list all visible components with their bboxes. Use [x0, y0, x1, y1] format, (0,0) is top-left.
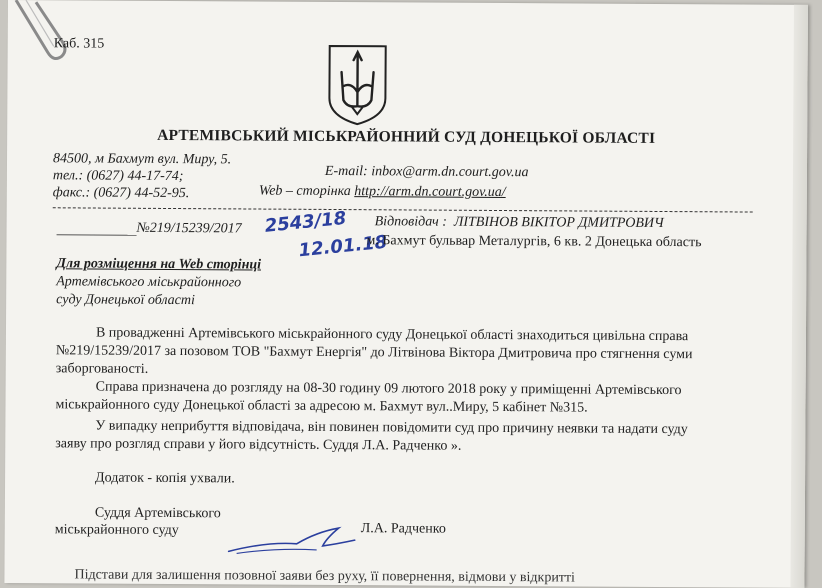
body-p2-line2: міськрайонного суду Донецької області за адресою м. Бахмут вул..Миру, 5 кабінет №315. — [55, 397, 588, 416]
header-divider — [53, 207, 753, 212]
email-address[interactable]: inbox@arm.dn.court.gov.ua — [371, 164, 529, 181]
body-p1-line3: заборгованості. — [55, 361, 149, 377]
signatory-title-line2: міськрайонного суду — [54, 522, 179, 539]
email-label: E-mail: — [324, 163, 372, 180]
recipient-line — [375, 214, 664, 232]
placement-line-2: суду Донецької області — [56, 292, 195, 309]
body-p1-line2: №219/15239/2017 за позовом ТОВ "Бахмут Енергія" до Літвінова Віктора Дмитровича про стягнення суми — [55, 343, 693, 363]
office-number: Каб. 315 — [53, 36, 105, 52]
body-p3-line1: У випадку неприбуття відповідача, він повинен повідомити суд про причину неявки та надати суду — [95, 418, 688, 438]
court-phone: тел.: (0627) 44-17-74; — [52, 168, 184, 185]
placement-heading: Для розміщення на Web сторінці — [56, 256, 262, 273]
paper-clip-icon — [8, 0, 88, 70]
signatory-title-line1: Суддя Артемівського — [94, 505, 221, 522]
recipient-address: м. Бахмут бульвар Металургів, 6 кв. 2 Донецька область — [366, 233, 702, 251]
web-label: Web – сторінка — [258, 183, 355, 200]
body-p1-line1: В провадженні Артемівського міськрайонного суду Донецької області знаходиться цивільна справа — [95, 325, 689, 345]
coat-of-arms-icon — [325, 42, 390, 126]
date-underline — [57, 234, 137, 235]
handwritten-date: 12.01.18 — [297, 231, 389, 262]
web-link[interactable]: http://arm.dn.court.gov.ua/ — [354, 184, 506, 201]
court-name: АРТЕМІВСЬКИЙ МІСЬКРАЙОННИЙ СУД ДОНЕЦЬКОЇ ОБЛАСТІ — [157, 126, 656, 147]
signatory-name: Л.А. Радченко — [360, 521, 446, 537]
handwritten-signature — [227, 521, 357, 562]
recipient-name: ЛІТВІНОВ ВІКІТОР ДМИТРОВИЧ — [453, 214, 664, 232]
recipient-label: Відповідач : — [374, 214, 447, 230]
email-line — [325, 164, 529, 181]
body-p3-line2: заяву про розгляд справи у його відсутність. Суддя Л.А. Радченко ». — [55, 436, 462, 454]
placement-line-1: Артемівського міськрайонного — [56, 274, 242, 291]
document-sheet — [4, 0, 808, 588]
court-address: 84500, м Бахмут вул. Миру, 5. — [52, 151, 232, 168]
next-page-text: Підстави для залишення позовної заяви без руху, її повернення, відмови у відкритті — [74, 567, 576, 586]
court-fax: факс.: (0627) 44-52-95. — [52, 185, 190, 202]
case-number: №219/15239/2017 — [136, 220, 242, 237]
body-p2-line1: Справа призначена до розгляду на 08-30 годину 09 лютого 2018 року у приміщенні Артемівського — [95, 379, 682, 399]
handwritten-reg-number: 2543/18 — [263, 207, 348, 237]
web-line — [259, 184, 506, 202]
attachment-note: Додаток - копія ухвали. — [95, 470, 235, 487]
page-edge — [790, 5, 808, 588]
